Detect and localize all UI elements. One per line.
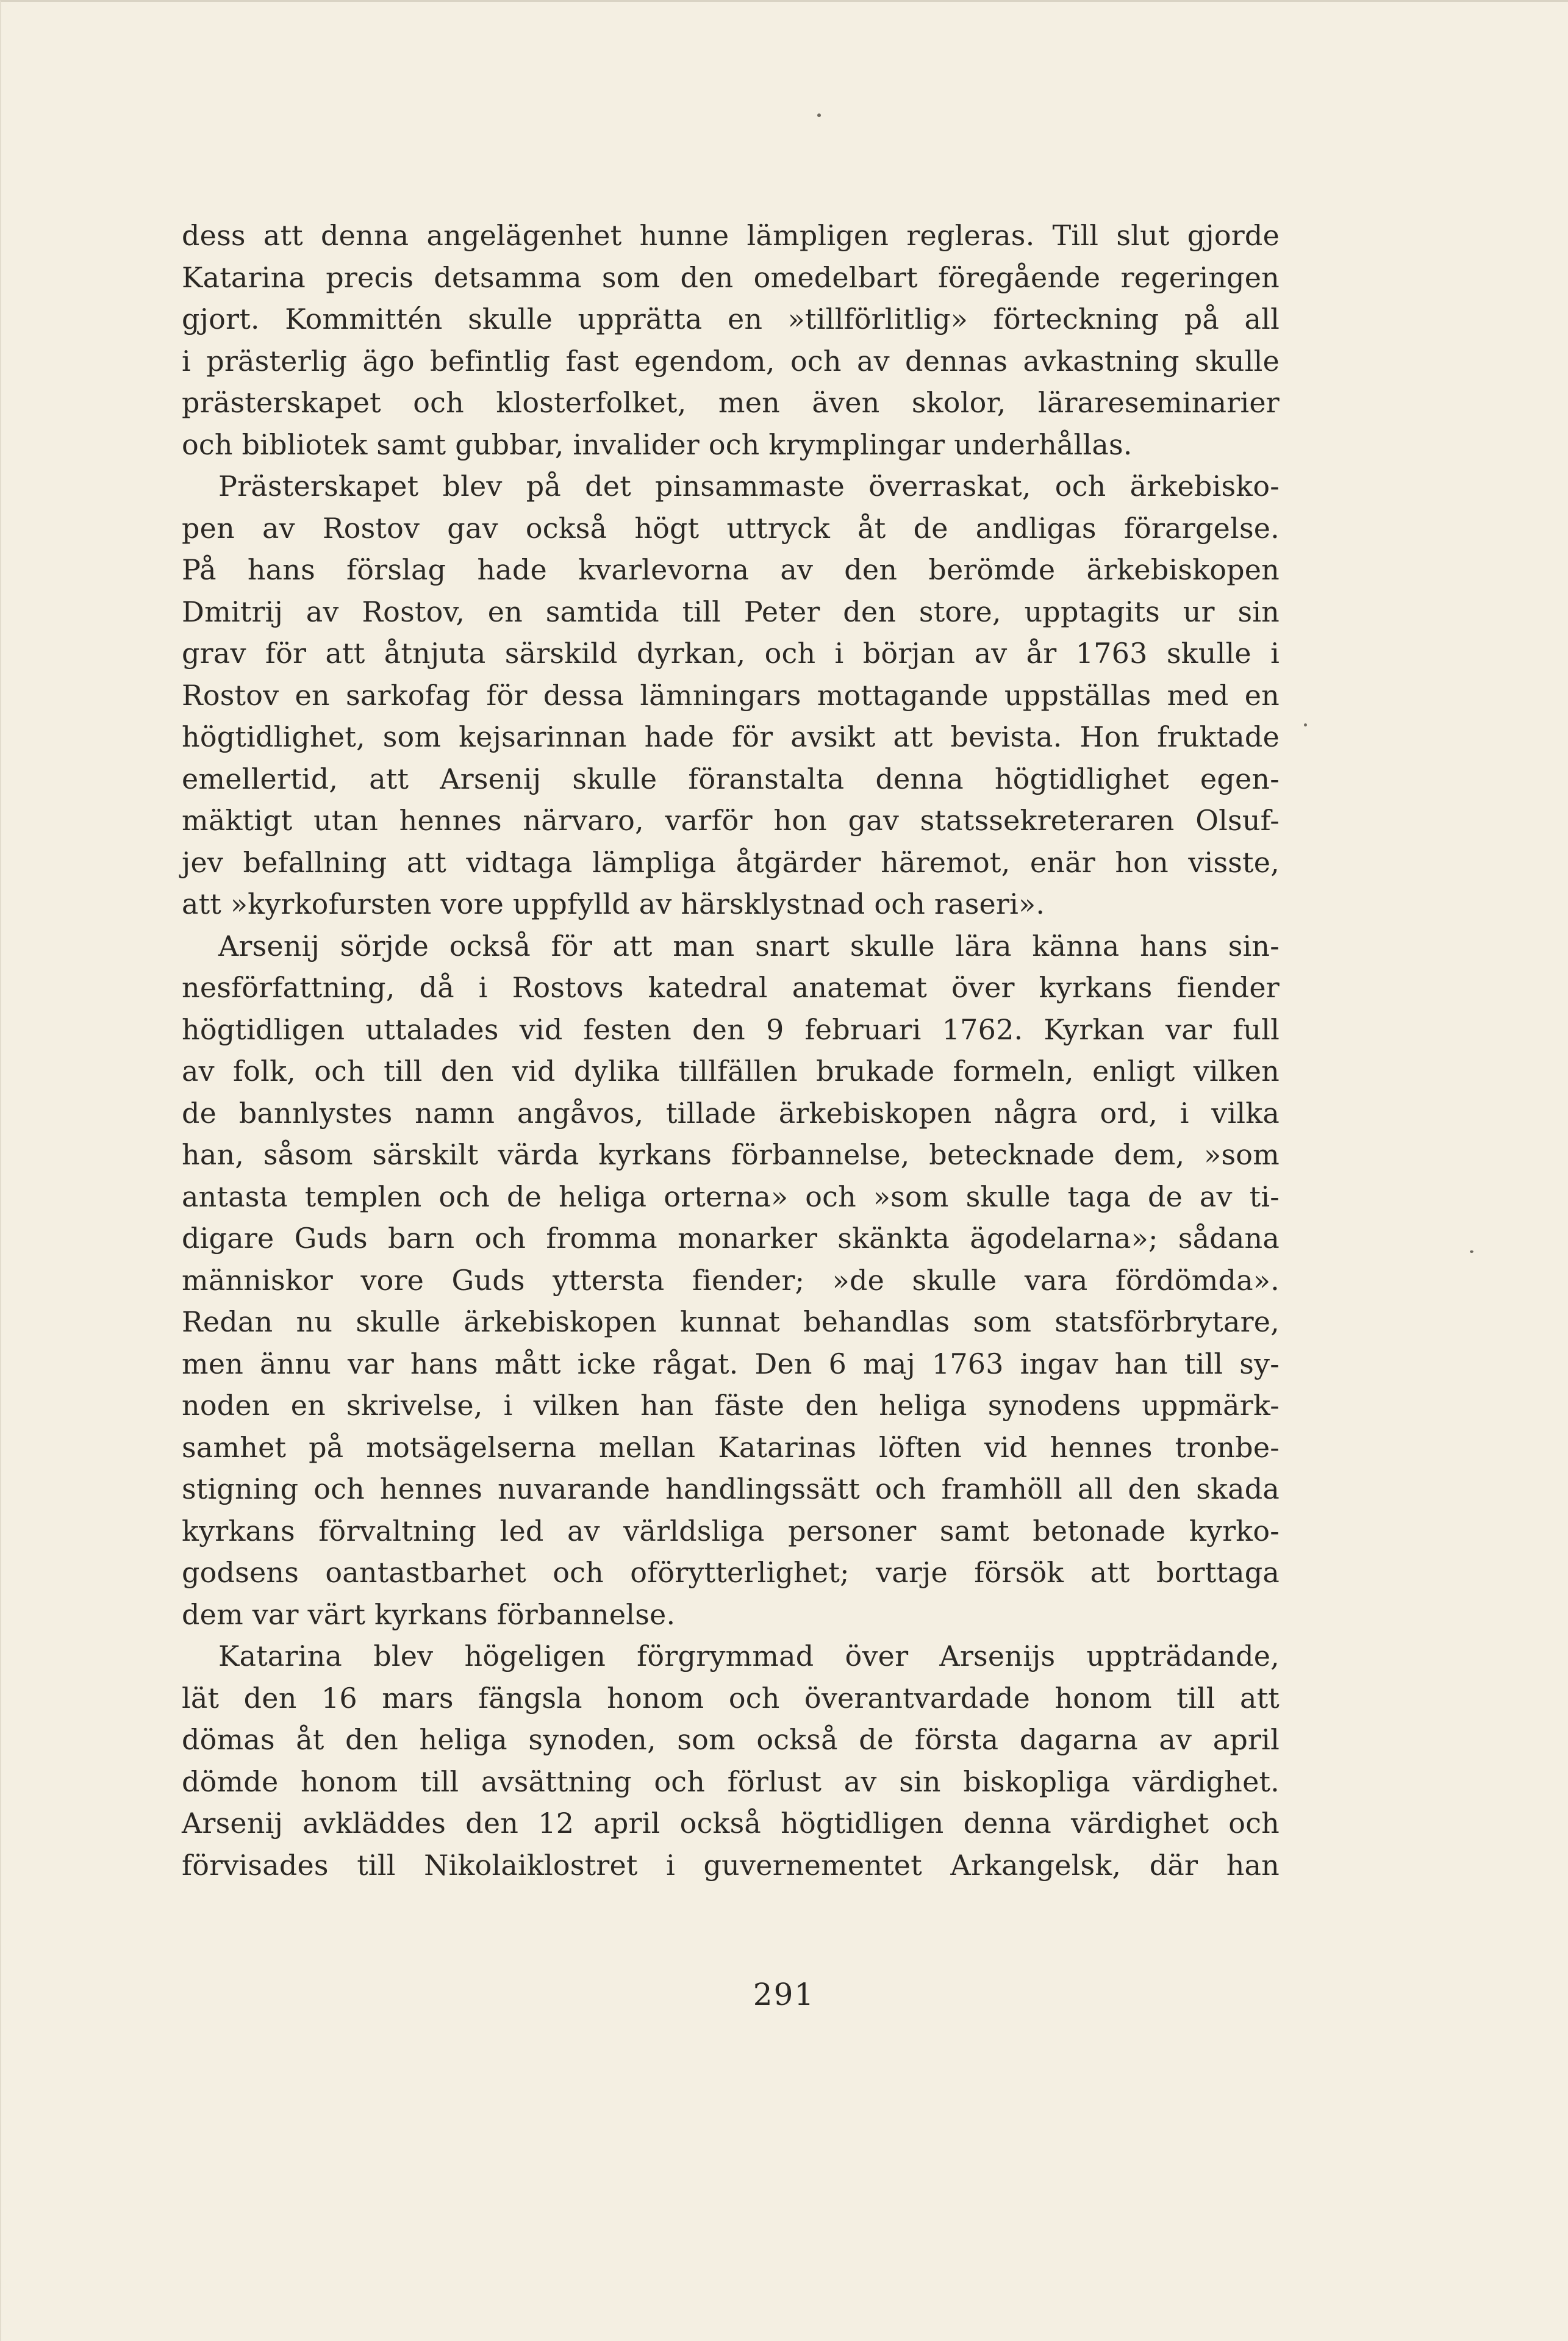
text-line: På hans förslag hade kvarlevorna av den berömde ärkebiskopen <box>182 553 1280 586</box>
text-line: mäktigt utan hennes närvaro, varför hon gav statssekreteraren Olsuf- <box>182 804 1280 837</box>
page-number: 291 <box>753 1977 815 2012</box>
text-line: nesförfattning, då i Rostovs katedral anatemat över kyrkans fiender <box>182 971 1280 1004</box>
body-text <box>182 215 1280 1886</box>
text-line: människor vore Guds yttersta fiender; »de skulle vara fördömda». <box>182 1263 1280 1297</box>
text-line: och bibliotek samt gubbar, invalider och krymplingar underhållas. <box>182 428 1133 461</box>
text-line: i prästerlig ägo befintlig fast egendom, och av dennas avkastning skulle <box>182 344 1280 378</box>
text-line: emellertid, att Arsenij skulle föranstalta denna högtidlighet egen- <box>182 762 1280 795</box>
text-line: dem var värt kyrkans förbannelse. <box>182 1597 676 1631</box>
text-line: han, såsom särskilt värda kyrkans förbannelse, betecknade dem, »som <box>182 1138 1280 1171</box>
ink-speck <box>1304 723 1307 726</box>
text-line: antasta templen och de heliga orterna» och »som skulle taga de av ti- <box>182 1180 1280 1213</box>
text-line: kyrkans förvaltning led av världsliga personer samt betonade kyrko- <box>182 1514 1280 1547</box>
text-line: av folk, och till den vid dylika tillfällen brukade formeln, enligt vilken <box>182 1055 1280 1088</box>
text-line: jev befallning att vidtaga lämpliga åtgärder häremot, enär hon visste, <box>182 845 1280 879</box>
text-line: lät den 16 mars fängsla honom och överantvardade honom till att <box>182 1681 1280 1715</box>
text-line: Dmitrij av Rostov, en samtida till Peter den store, upptagits ur sin <box>182 595 1280 628</box>
text-line: godsens oantastbarhet och oförytterlighet; varje försök att borttaga <box>182 1556 1280 1589</box>
text-line: dess att denna angelägenhet hunne lämpligen regleras. Till slut gjorde <box>182 219 1280 252</box>
ink-speck <box>817 113 821 117</box>
text-line: gjort. Kommittén skulle upprätta en »tillförlitlig» förteckning på all <box>182 303 1280 335</box>
text-line: dömde honom till avsättning och förlust av sin biskopliga värdighet. <box>182 1765 1280 1798</box>
text-line: stigning och hennes nuvarande handlingssätt och framhöll all den skada <box>182 1472 1280 1505</box>
text-line: prästerskapet och klosterfolket, men även skolor, lärareseminarier <box>182 386 1280 419</box>
text-line: förvisades till Nikolaiklostret i guvernementet Arkangelsk, där han <box>182 1848 1280 1882</box>
text-line: men ännu var hans mått icke rågat. Den 6 maj 1763 ingav han till sy- <box>182 1347 1280 1380</box>
text-line: noden en skrivelse, i vilken han fäste den heliga synodens uppmärk- <box>182 1389 1280 1422</box>
text-line: högtidligen uttalades vid festen den 9 februari 1762. Kyrkan var full <box>182 1013 1280 1046</box>
text-line: Arsenij sörjde också för att man snart skulle lära känna hans sin- <box>218 929 1280 963</box>
text-line: Redan nu skulle ärkebiskopen kunnat behandlas som statsförbrytare, <box>182 1305 1280 1338</box>
text-line: högtidlighet, som kejsarinnan hade för avsikt att bevista. Hon fruktade <box>182 720 1280 753</box>
text-line: Katarina blev högeligen förgrymmad över Arsenijs uppträdande, <box>218 1640 1280 1672</box>
text-line: att »kyrkofursten vore uppfylld av härsklystnad och raseri». <box>182 887 1045 920</box>
text-line: dömas åt den heliga synoden, som också de första dagarna av april <box>182 1723 1280 1756</box>
text-line: de bannlystes namn angåvos, tillade ärkebiskopen några ord, i vilka <box>182 1096 1280 1130</box>
text-line: digare Guds barn och fromma monarker skänkta ägodelarna»; sådana <box>182 1222 1280 1255</box>
text-line: Katarina precis detsamma som den omedelbart föregående regeringen <box>182 260 1280 294</box>
ink-speck <box>1470 1250 1473 1253</box>
text-line: Prästerskapet blev på det pinsammaste överraskat, och ärkebisko- <box>218 470 1280 503</box>
text-line: Rostov en sarkofag för dessa lämningars mottagande uppställas med en <box>182 678 1280 712</box>
text-line: Arsenij avkläddes den 12 april också högtidligen denna värdighet och <box>182 1807 1280 1840</box>
text-line: grav för att åtnjuta särskild dyrkan, och i början av år 1763 skulle i <box>182 637 1280 670</box>
text-line: pen av Rostov gav också högt uttryck åt de andligas förargelse. <box>182 511 1280 545</box>
text-line: samhet på motsägelserna mellan Katarinas löften vid hennes tronbe- <box>182 1430 1280 1464</box>
